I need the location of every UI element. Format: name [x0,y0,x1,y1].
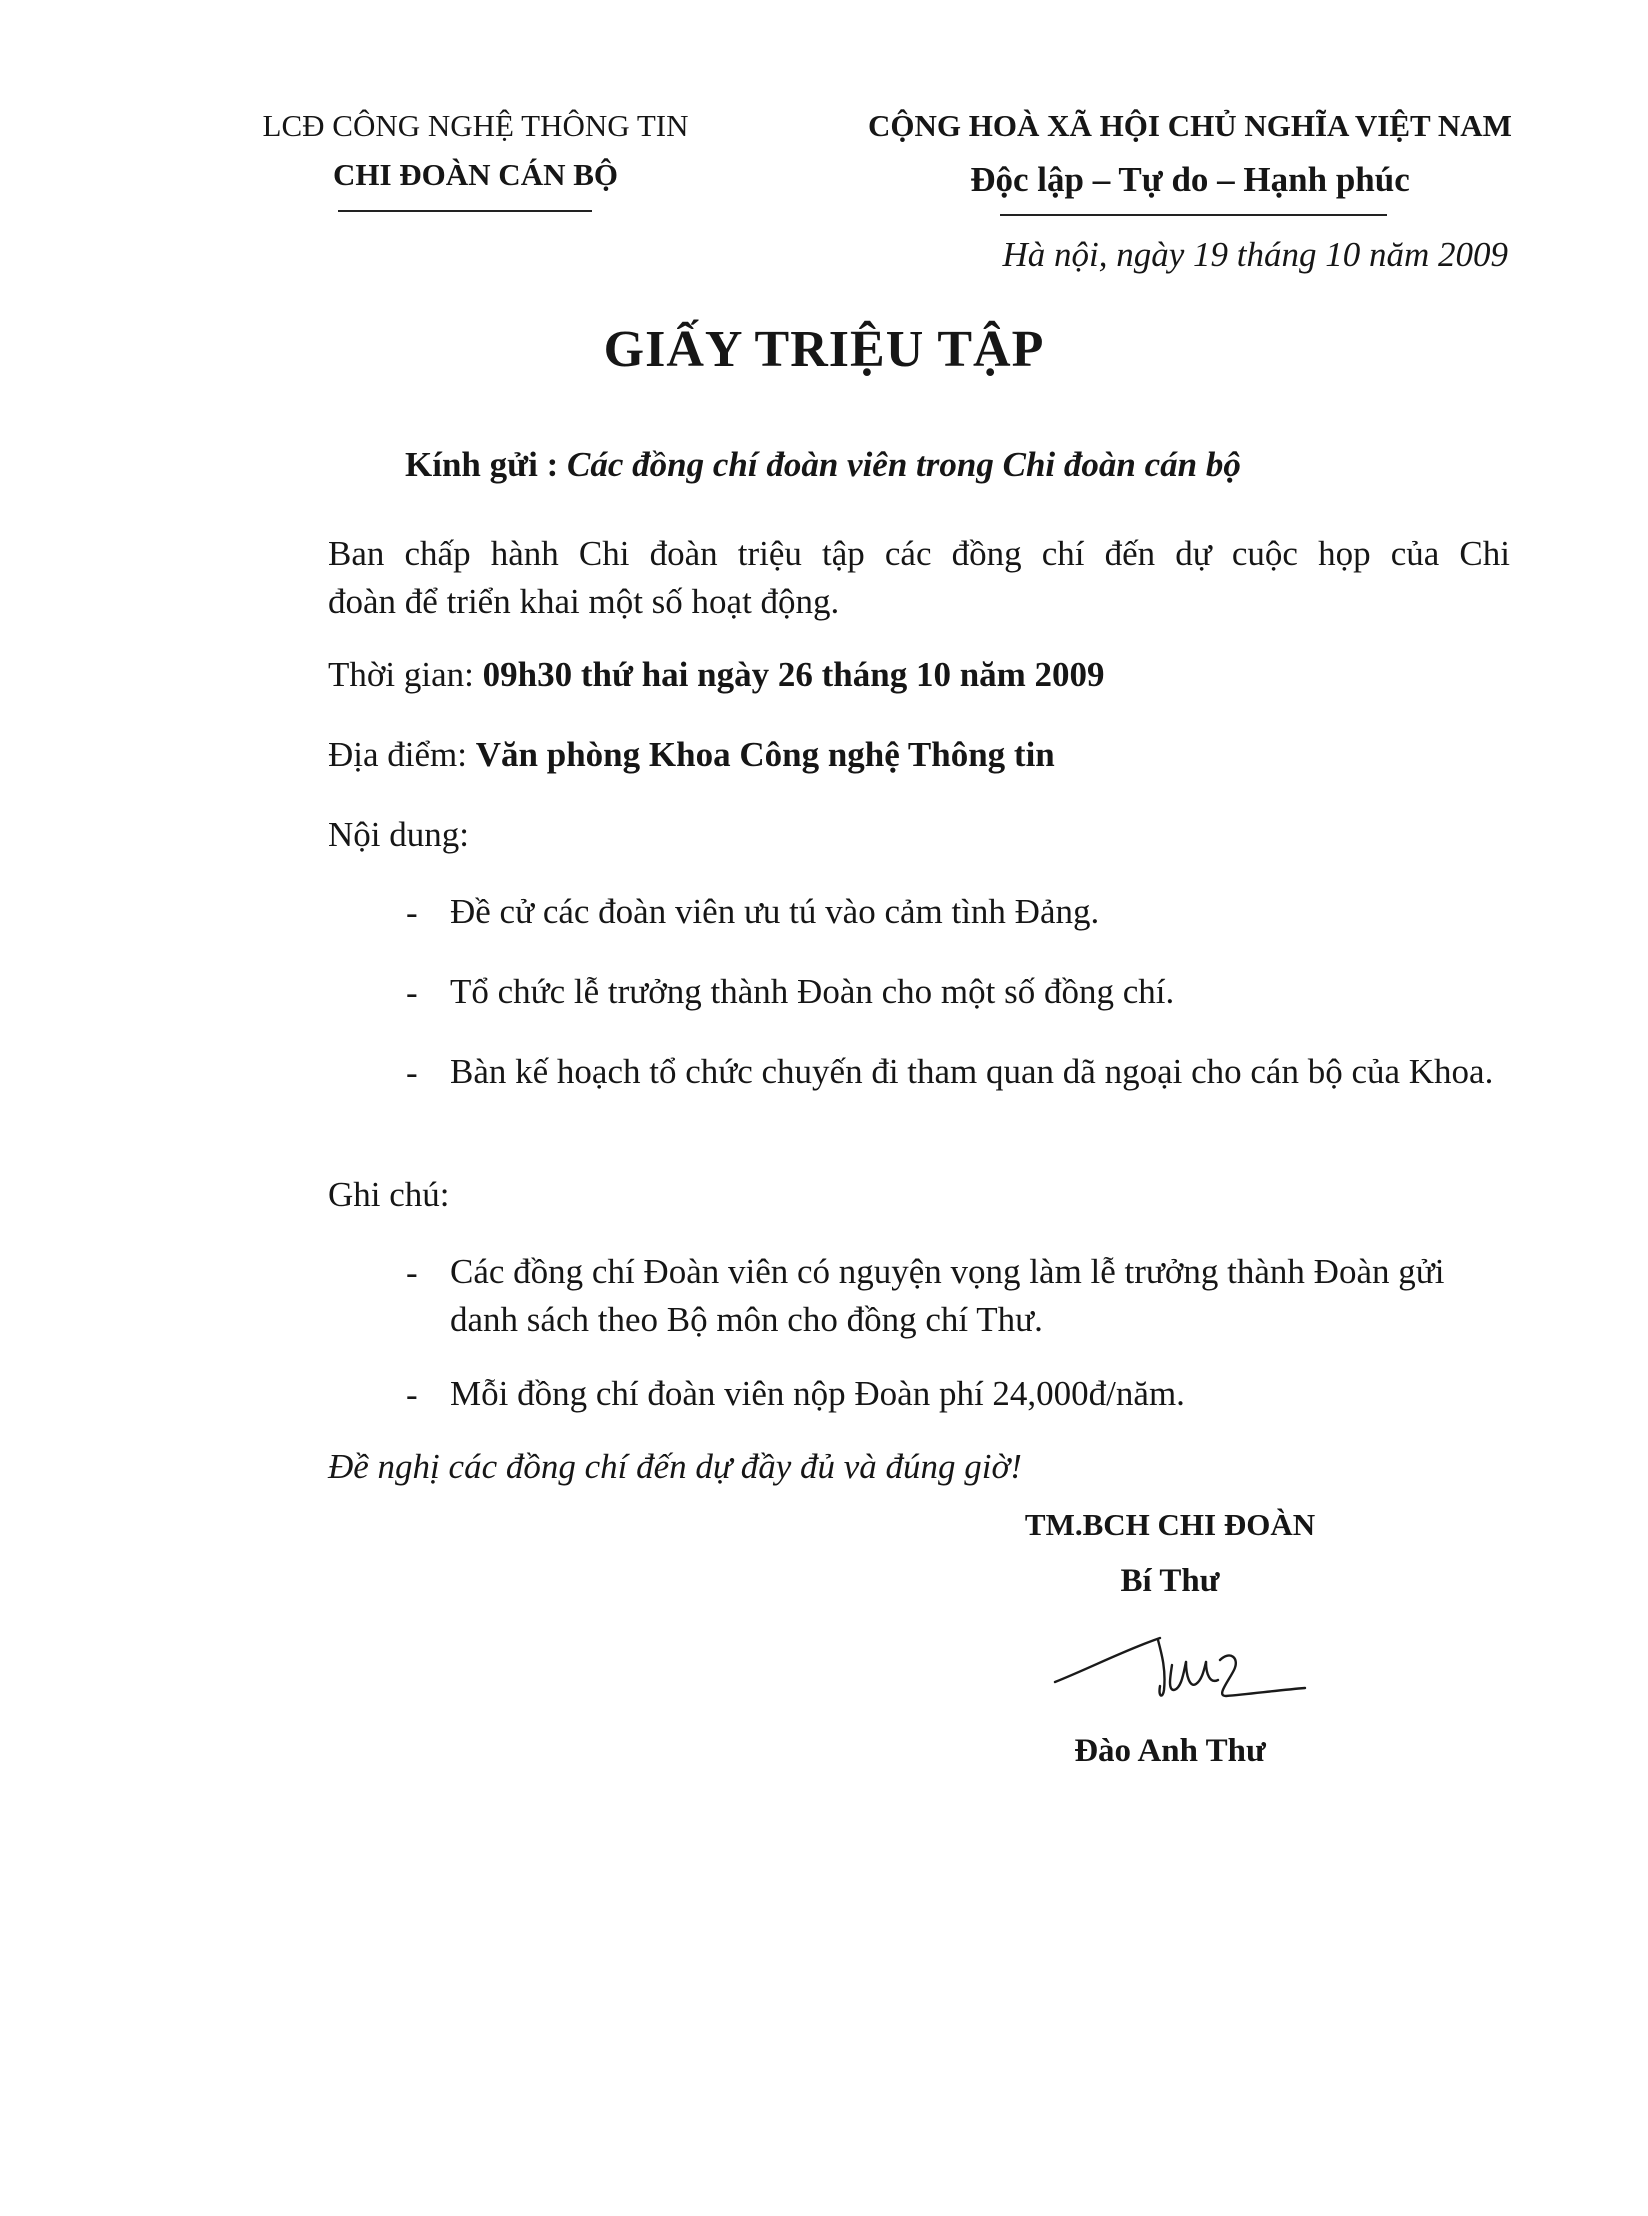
greeting-label: Kính gửi : [405,445,559,484]
content-heading: Nội dung: [328,815,469,854]
bullet-mark: - [406,1253,418,1292]
signer-name: Đào Anh Thư [1074,1733,1266,1769]
content-item: Bàn kế hoạch tổ chức chuyến đi tham quan dã ngoại cho cán bộ của Khoa. [450,1052,1494,1091]
document-date: Hà nội, ngày 19 tháng 10 năm 2009 [1002,235,1508,274]
notes-heading: Ghi chú: [328,1175,450,1214]
bullet-mark: - [406,893,418,932]
national-motto: Độc lập – Tự do – Hạnh phúc [970,160,1410,199]
national-title: CỘNG HOÀ XÃ HỘI CHỦ NGHĨA VIỆT NAM [868,108,1512,143]
time-value: 09h30 thứ hai ngày 26 tháng 10 năm 2009 [482,655,1105,694]
place-value: Văn phòng Khoa Công nghệ Thông tin [475,735,1055,774]
greeting-recipient: Các đồng chí đoàn viên trong Chi đoàn cán bộ [567,445,1241,484]
signature-org: TM.BCH CHI ĐOÀN [1024,1507,1316,1542]
time-label: Thời gian: [328,655,474,694]
document-title: GIẤY TRIỆU TẬP [603,321,1045,378]
intro-line-2: đoàn để triển khai một số hoạt động. [328,582,840,621]
intro-line-1: Ban chấp hành Chi đoàn triệu tập các đồng chí đến dự cuộc họp của Chi [328,534,1510,573]
motto-divider [1000,214,1387,216]
note-item: Mỗi đồng chí đoàn viên nộp Đoàn phí 24,000đ/năm. [450,1374,1185,1413]
issuing-org-parent: LCĐ CÔNG NGHỆ THÔNG TIN [262,108,689,143]
meeting-place [328,735,1055,775]
signature-role: Bí Thư [1120,1563,1220,1599]
greeting [405,445,1241,485]
bullet-mark: - [406,973,418,1012]
issuing-org-unit: CHI ĐOÀN CÁN BỘ [332,157,619,192]
meeting-time [328,655,1105,695]
note-item: Các đồng chí Đoàn viên có nguyện vọng làm lễ trưởng thành Đoàn gửi danh sách theo Bộ môn cho đồng chí Thư. [450,1252,1445,1339]
intro-paragraph [328,530,1510,626]
place-label: Địa điểm: [328,735,467,774]
bullet-mark: - [406,1053,418,1092]
bullet-mark: - [406,1375,418,1414]
org-divider [338,210,592,212]
content-item: Tổ chức lễ trưởng thành Đoàn cho một số đồng chí. [450,972,1175,1011]
closing-request: Đề nghị các đồng chí đến dự đầy đủ và đúng giờ! [328,1447,1022,1486]
content-item: Đề cử các đoàn viên ưu tú vào cảm tình Đảng. [450,892,1100,931]
handwritten-signature [1050,1610,1310,1720]
